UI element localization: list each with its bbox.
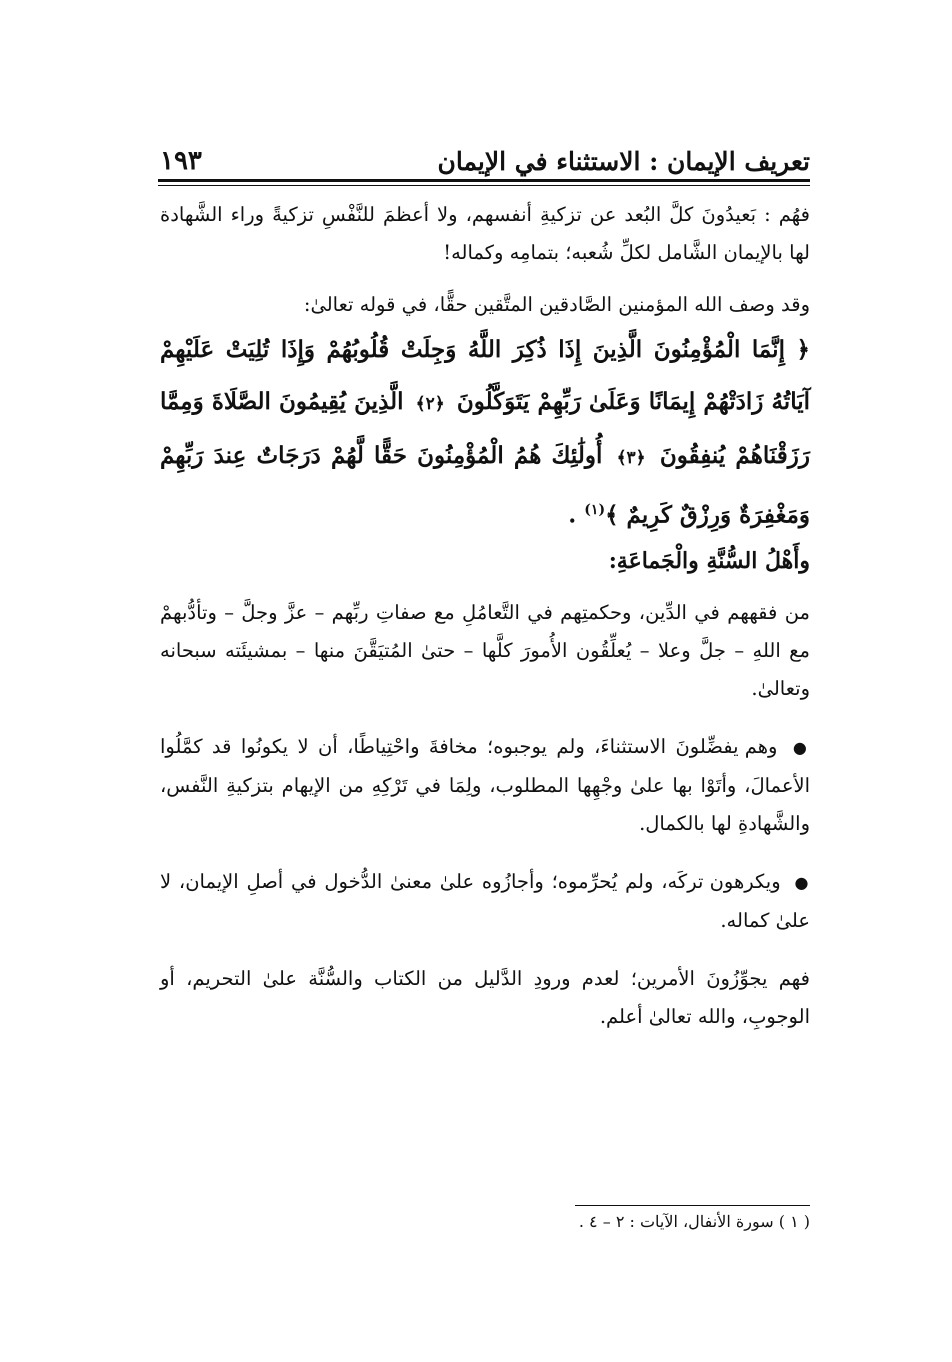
bullet-icon: ● bbox=[792, 737, 811, 757]
ayah-number-2: ﴿٢﴾ bbox=[415, 394, 445, 414]
footnote: ( ١ ) سورة الأنفال، الآيات : ٢ – ٤ . bbox=[578, 1212, 810, 1231]
bullet-paragraph-2 bbox=[160, 863, 810, 940]
paragraph-2: وقد وصف الله المؤمنين الصَّادقين المتَّقين حقًّا، في قوله تعالىٰ: bbox=[303, 293, 810, 316]
section-heading: وأَهْلُ السُّنَّةِ والْجَماعَةِ: bbox=[608, 547, 810, 574]
header-rule-thin bbox=[158, 185, 810, 186]
verse-end: . bbox=[568, 501, 577, 529]
ayah-number-3: ﴿٣﴾ bbox=[616, 448, 646, 468]
running-header bbox=[160, 132, 810, 176]
bullet-icon: ● bbox=[794, 872, 810, 892]
footnote-reference: (١) bbox=[584, 502, 606, 518]
page-number: ١٩٣ bbox=[160, 146, 202, 176]
bullet-text-1: وهم يفضِّلونَ الاستثناءَ، ولم يوجبوه؛ مخافةَ واحْتِياطًا، أن لا يكونُوا قد كمَّلُوا الأعمالَ، وأتَوْا بها علىٰ وجْهِها المطلوب، ولِمَا في تَرْكِهِ من الإيهام بتزكيةِ النَّفس، والشَّهادةِ لها بالكمال. bbox=[160, 734, 810, 835]
bullet-paragraph-1 bbox=[160, 728, 810, 843]
main-text bbox=[160, 196, 810, 1036]
paragraph-6: فهم يجوِّزُونَ الأمرين؛ لعدم ورودِ الدَّليل من الكتاب والسُّنَّة علىٰ التحريم، أو الوجوبِ، والله تعالىٰ أعلم. bbox=[160, 966, 810, 1028]
quran-verse bbox=[160, 324, 810, 542]
footnote-separator bbox=[575, 1205, 810, 1206]
paragraph-1: فهُم : بَعيدُونَ كلَّ البُعد عن تزكيةِ أنفسهم، ولا أعظمَ للنَّفْسِ تزكيةً وراء الشَّهادة لها بالإيمان الشَّامل لكلِّ شُعبه؛ بتمامِه وكماله! bbox=[160, 203, 810, 264]
header-rule-thick bbox=[158, 179, 810, 182]
running-title: تعريف الإيمان : الاستثناء في الإيمان bbox=[437, 147, 810, 176]
bullet-text-2: ويكرهون تركَه، ولم يُحرِّموه؛ وأجازُوه علىٰ معنىٰ الدُّخول في أصلِ الإيمان، لا علىٰ كماله. bbox=[160, 869, 810, 932]
paragraph-3: من فقههم في الدِّين، وحكمتِهم في التَّعامُلِ مع صفاتِ ربِّهم – عزَّ وجلَّ – وتأدُّبهمْ مع اللهِ – جلَّ وعلا – يُعلِّقُون الأُمورَ كلَّها – حتىٰ المُتيَقَّنَ منها – بمشيئَته سبحانه وتعالىٰ. bbox=[160, 600, 810, 700]
verse-part-2: الَّذِينَ يُقِيمُونَ الصَّلَاةَ وَمِمَّا رَزَقْنَاهُمْ يُنفِقُونَ bbox=[160, 388, 811, 469]
verse-part-1: ﴿ إِنَّمَا الْمُؤْمِنُونَ الَّذِينَ إِذَا ذُكِرَ اللَّهُ وَجِلَتْ قُلُوبُهُمْ وَإِذَا تُلِيَتْ عَلَيْهِمْ آيَاتُهُ زَادَتْهُمْ إِيمَانًا وَعَلَىٰ رَبِّهِمْ يَتَوَكَّلُونَ bbox=[160, 336, 811, 415]
verse-part-3: أُولَٰئِكَ هُمُ الْمُؤْمِنُونَ حَقًّا لَّهُمْ دَرَجَاتٌ عِندَ رَبِّهِمْ وَمَغْفِرَةٌ وَرِزْقٌ كَرِيمٌ ﴾ bbox=[160, 442, 810, 529]
